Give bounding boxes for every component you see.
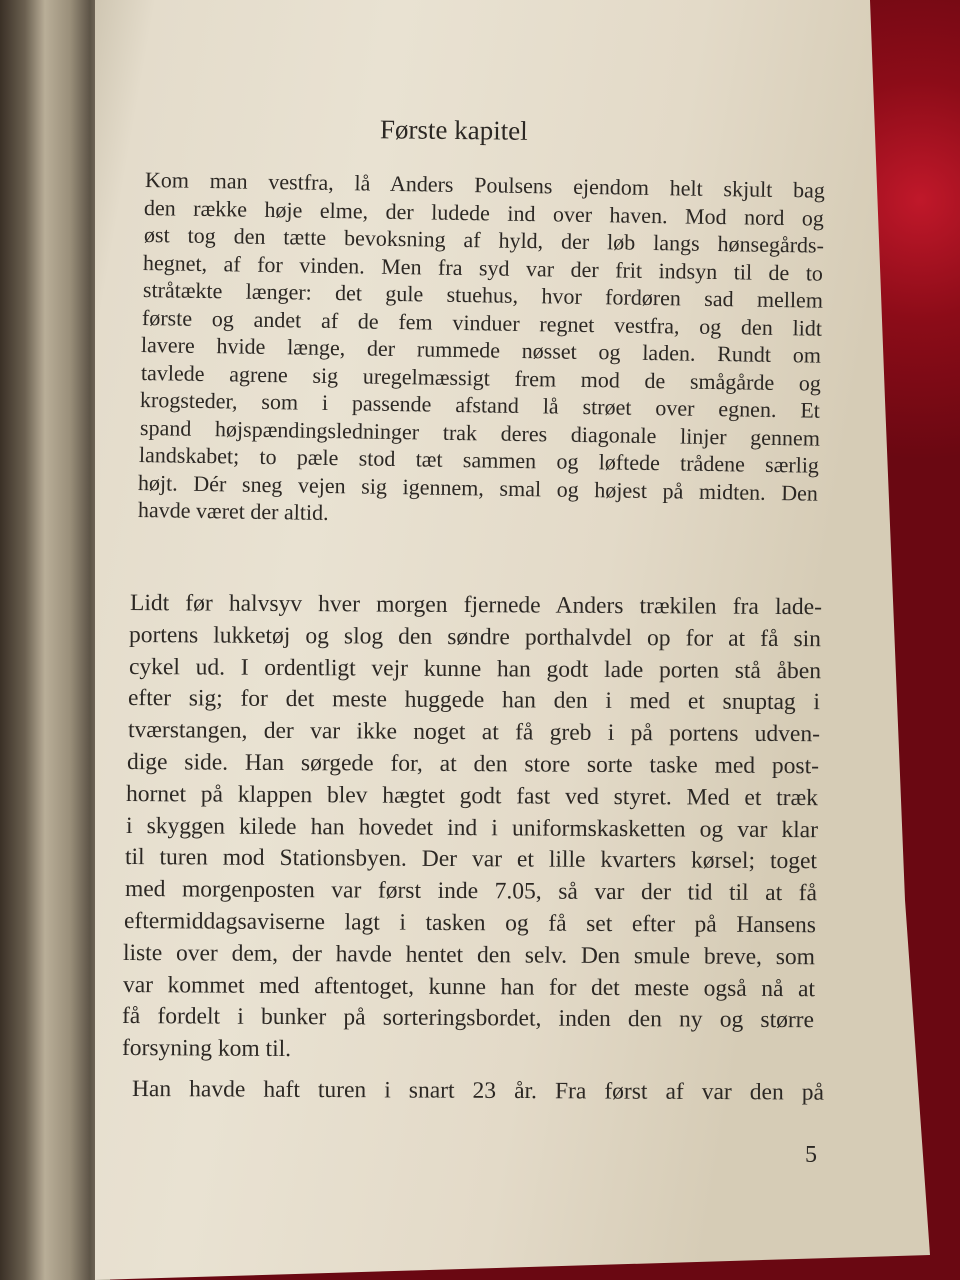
text-line: Kom man vestfra, lå Anders Poulsens ejendom helt skjult bag	[144, 167, 826, 203]
text-line: Lidt før halvsyv hver morgen fjernede Anders trækilen fra lade-	[129, 590, 823, 621]
text-line: den række høje elme, der ludede ind over haven. Mod nord og	[144, 194, 825, 231]
text-line: efter sig; for det meste huggede han den i med et snuptag i	[128, 685, 821, 716]
text-line: lavere hvide længe, der rummede nøsset og laden. Rundt om	[141, 332, 822, 368]
text-line: tavlede agrene sig uregelmæssigt frem mod de smågårde og	[140, 359, 821, 396]
text-line: eftermiddagsaviserne lagt i tasken og få set efter på Hansens	[123, 908, 817, 939]
text-line: portens lukketøj og slog den søndre porthalvdel op for at få sin	[129, 621, 822, 653]
text-line: cykel ud. I ordentligt vejr kunne han godt lade porten stå åben	[128, 653, 821, 684]
text-line: med morgenposten var først inde 7.05, så var der tid til at få	[124, 876, 817, 907]
text-line: Han havde haft turen i snart 23 år. Fra først af var den på	[131, 1076, 825, 1106]
text-line: øst tog den tætte bevoksning af hyld, der løb langs hønsegårds-	[143, 222, 824, 258]
text-line: forsyning kom til.	[121, 1035, 291, 1063]
book-gutter	[0, 0, 110, 1280]
text-line: få fordelt i bunker på sorteringsbordet, inden den ny og større	[122, 1003, 815, 1034]
text-line: var kommet med aftentoget, kunne han for det meste også nå at	[122, 971, 815, 1002]
text-line: liste over dem, der havde hentet den selv. Den smule breve, som	[123, 939, 816, 971]
text-line: hornet på klappen blev hægtet godt fast ved styret. Med et træk	[126, 780, 819, 812]
text-line: krogsteder, som i passende afstand lå strøet over egnen. Et	[139, 387, 821, 423]
text-line: i skyggen kilede han hovedet ind i uniformskasketten og var klar	[125, 812, 818, 843]
text-line: hegnet, af for vinden. Men fra syd var der frit indsyn til de to	[142, 249, 824, 286]
page-number: 5	[805, 1142, 817, 1168]
text-line: til turen mod Stationsbyen. Der var et lille kvarters kørsel; toget	[125, 844, 818, 875]
text-line: første og andet af de fem vinduer regnet vestfra, og den lidt	[141, 304, 823, 341]
text-line: landskabet; to pæle stod tæt sammen og løftede trådene særlig	[138, 442, 820, 478]
text-line: stråtækte længer: det gule stuehus, hvor fordøren sad mellem	[142, 277, 823, 313]
text-line: højt. Dér sneg vejen sig igennem, smal og højest på midten. Den	[138, 469, 819, 506]
text-line: dige side. Han sørgede for, at den store sorte taske med post-	[126, 749, 820, 780]
text-line: havde været der altid.	[137, 497, 329, 525]
text-line: tværstangen, der var ikke noget at få greb i på portens udven-	[127, 717, 820, 748]
text-line: spand højspændingsledninger trak deres diagonale linjer gennem	[139, 414, 820, 451]
chapter-title: Første kapitel	[379, 114, 528, 146]
